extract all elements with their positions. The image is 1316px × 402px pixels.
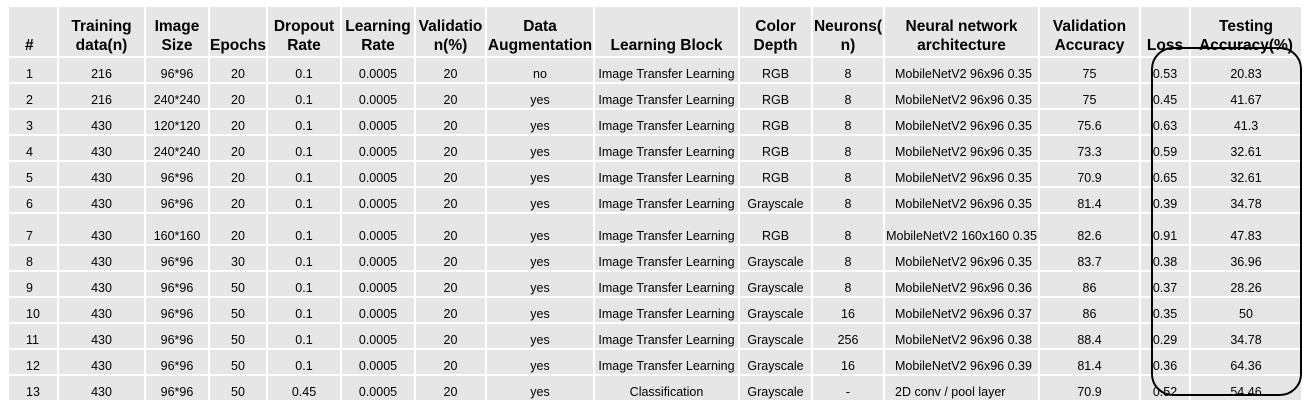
architecture-cell: MobileNetV2 96x96 0.35 <box>885 162 1040 188</box>
data-augmentation-cell: no <box>487 58 595 84</box>
header-training-data: Training data(n) <box>59 7 146 58</box>
dropout-rate-cell: 0.1 <box>268 58 342 84</box>
architecture-cell: MobileNetV2 96x96 0.35 <box>885 188 1040 214</box>
loss-cell: 0.91 <box>1141 214 1191 246</box>
learning-rate-cell: 0.0005 <box>342 214 416 246</box>
training-data-cell: 430 <box>59 272 146 298</box>
learning-block-cell: Image Transfer Learning <box>595 110 740 136</box>
validation-accuracy-cell: 75.6 <box>1040 110 1141 136</box>
architecture-cell: MobileNetV2 160x160 0.35 <box>885 214 1040 246</box>
data-augmentation-cell: yes <box>487 324 595 350</box>
color-depth-cell: Grayscale <box>740 188 813 214</box>
validation-accuracy-cell: 86 <box>1040 298 1141 324</box>
dropout-rate-cell: 0.1 <box>268 272 342 298</box>
learning-rate-cell: 0.0005 <box>342 136 416 162</box>
architecture-cell: MobileNetV2 96x96 0.37 <box>885 298 1040 324</box>
header-validation-accuracy: Validation Accuracy <box>1040 7 1141 58</box>
header-learning-block: Learning Block <box>595 7 740 58</box>
testing-accuracy-cell: 54.46 <box>1191 376 1303 402</box>
validation-cell: 20 <box>416 272 487 298</box>
data-augmentation-cell: yes <box>487 350 595 376</box>
learning-rate-cell: 0.0005 <box>342 324 416 350</box>
learning-rate-cell: 0.0005 <box>342 272 416 298</box>
header-color-depth: Color Depth <box>740 7 813 58</box>
image-size-cell: 120*120 <box>146 110 210 136</box>
validation-cell: 20 <box>416 84 487 110</box>
architecture-cell: 2D conv / pool layer <box>885 376 1040 402</box>
training-data-cell: 430 <box>59 350 146 376</box>
loss-cell: 0.45 <box>1141 84 1191 110</box>
validation-cell: 20 <box>416 188 487 214</box>
header-row <box>9 7 1303 58</box>
neurons-cell: 16 <box>813 298 885 324</box>
row-index: 12 <box>9 350 59 376</box>
loss-cell: 0.65 <box>1141 162 1191 188</box>
image-size-cell: 240*240 <box>146 84 210 110</box>
epochs-cell: 50 <box>210 272 268 298</box>
header-data-augmentation: Data Augmentation <box>487 7 595 58</box>
data-augmentation-cell: yes <box>487 110 595 136</box>
header-index: # <box>9 7 59 58</box>
loss-cell: 0.63 <box>1141 110 1191 136</box>
image-size-cell: 96*96 <box>146 350 210 376</box>
loss-cell: 0.37 <box>1141 272 1191 298</box>
training-data-cell: 430 <box>59 162 146 188</box>
dropout-rate-cell: 0.1 <box>268 188 342 214</box>
row-index: 8 <box>9 246 59 272</box>
epochs-cell: 20 <box>210 188 268 214</box>
epochs-cell: 20 <box>210 84 268 110</box>
validation-cell: 20 <box>416 376 487 402</box>
header-image-size: Image Size <box>146 7 210 58</box>
row-index: 9 <box>9 272 59 298</box>
learning-block-cell: Image Transfer Learning <box>595 324 740 350</box>
neurons-cell: 8 <box>813 84 885 110</box>
row-index: 11 <box>9 324 59 350</box>
image-size-cell: 96*96 <box>146 58 210 84</box>
architecture-cell: MobileNetV2 96x96 0.35 <box>885 246 1040 272</box>
dropout-rate-cell: 0.1 <box>268 162 342 188</box>
table-row <box>9 350 1303 376</box>
image-size-cell: 96*96 <box>146 376 210 402</box>
header-dropout-rate: Dropout Rate <box>268 7 342 58</box>
dropout-rate-cell: 0.1 <box>268 350 342 376</box>
neurons-cell: 8 <box>813 110 885 136</box>
table-row <box>9 188 1303 214</box>
table-row <box>9 110 1303 136</box>
training-data-cell: 430 <box>59 298 146 324</box>
training-data-cell: 430 <box>59 110 146 136</box>
data-augmentation-cell: yes <box>487 298 595 324</box>
image-size-cell: 96*96 <box>146 298 210 324</box>
dropout-rate-cell: 0.45 <box>268 376 342 402</box>
data-augmentation-cell: yes <box>487 188 595 214</box>
data-augmentation-cell: yes <box>487 376 595 402</box>
learning-block-cell: Image Transfer Learning <box>595 214 740 246</box>
loss-cell: 0.36 <box>1141 350 1191 376</box>
loss-cell: 0.38 <box>1141 246 1191 272</box>
epochs-cell: 50 <box>210 324 268 350</box>
color-depth-cell: RGB <box>740 162 813 188</box>
row-index: 3 <box>9 110 59 136</box>
learning-block-cell: Image Transfer Learning <box>595 84 740 110</box>
learning-block-cell: Image Transfer Learning <box>595 58 740 84</box>
validation-cell: 20 <box>416 246 487 272</box>
header-loss: Loss <box>1141 7 1191 58</box>
learning-block-cell: Classification <box>595 376 740 402</box>
image-size-cell: 96*96 <box>146 272 210 298</box>
header-learning-rate: Learning Rate <box>342 7 416 58</box>
table-row <box>9 162 1303 188</box>
validation-accuracy-cell: 88.4 <box>1040 324 1141 350</box>
header-epochs: Epochs <box>210 7 268 58</box>
neurons-cell: 8 <box>813 214 885 246</box>
data-augmentation-cell: yes <box>487 162 595 188</box>
validation-accuracy-cell: 81.4 <box>1040 350 1141 376</box>
color-depth-cell: RGB <box>740 58 813 84</box>
epochs-cell: 30 <box>210 246 268 272</box>
color-depth-cell: RGB <box>740 214 813 246</box>
learning-rate-cell: 0.0005 <box>342 376 416 402</box>
epochs-cell: 50 <box>210 376 268 402</box>
learning-block-cell: Image Transfer Learning <box>595 246 740 272</box>
validation-cell: 20 <box>416 136 487 162</box>
testing-accuracy-cell: 50 <box>1191 298 1303 324</box>
training-data-cell: 430 <box>59 136 146 162</box>
dropout-rate-cell: 0.1 <box>268 298 342 324</box>
training-data-cell: 216 <box>59 58 146 84</box>
neurons-cell: 8 <box>813 58 885 84</box>
testing-accuracy-cell: 36.96 <box>1191 246 1303 272</box>
header-validation: Validatio n(%) <box>416 7 487 58</box>
neurons-cell: 16 <box>813 350 885 376</box>
loss-cell: 0.39 <box>1141 188 1191 214</box>
training-data-cell: 430 <box>59 246 146 272</box>
learning-rate-cell: 0.0005 <box>342 246 416 272</box>
learning-rate-cell: 0.0005 <box>342 188 416 214</box>
dropout-rate-cell: 0.1 <box>268 214 342 246</box>
loss-cell: 0.35 <box>1141 298 1191 324</box>
color-depth-cell: Grayscale <box>740 298 813 324</box>
results-table <box>9 7 1303 402</box>
validation-cell: 20 <box>416 110 487 136</box>
table-row <box>9 298 1303 324</box>
color-depth-cell: Grayscale <box>740 246 813 272</box>
epochs-cell: 20 <box>210 110 268 136</box>
architecture-cell: MobileNetV2 96x96 0.39 <box>885 350 1040 376</box>
learning-rate-cell: 0.0005 <box>342 58 416 84</box>
validation-accuracy-cell: 70.9 <box>1040 162 1141 188</box>
neurons-cell: 8 <box>813 188 885 214</box>
testing-accuracy-cell: 34.78 <box>1191 324 1303 350</box>
table-row <box>9 58 1303 84</box>
neurons-cell: 8 <box>813 136 885 162</box>
testing-accuracy-cell: 20.83 <box>1191 58 1303 84</box>
image-size-cell: 240*240 <box>146 136 210 162</box>
data-augmentation-cell: yes <box>487 272 595 298</box>
dropout-rate-cell: 0.1 <box>268 84 342 110</box>
training-data-cell: 430 <box>59 324 146 350</box>
dropout-rate-cell: 0.1 <box>268 246 342 272</box>
testing-accuracy-cell: 28.26 <box>1191 272 1303 298</box>
testing-accuracy-cell: 32.61 <box>1191 136 1303 162</box>
loss-cell: 0.59 <box>1141 136 1191 162</box>
row-index: 1 <box>9 58 59 84</box>
data-augmentation-cell: yes <box>487 214 595 246</box>
loss-cell: 0.53 <box>1141 58 1191 84</box>
epochs-cell: 50 <box>210 350 268 376</box>
neurons-cell: - <box>813 376 885 402</box>
data-augmentation-cell: yes <box>487 84 595 110</box>
validation-cell: 20 <box>416 58 487 84</box>
color-depth-cell: RGB <box>740 136 813 162</box>
learning-rate-cell: 0.0005 <box>342 162 416 188</box>
table-row <box>9 272 1303 298</box>
row-index: 13 <box>9 376 59 402</box>
row-index: 2 <box>9 84 59 110</box>
architecture-cell: MobileNetV2 96x96 0.35 <box>885 110 1040 136</box>
epochs-cell: 20 <box>210 214 268 246</box>
testing-accuracy-cell: 32.61 <box>1191 162 1303 188</box>
dropout-rate-cell: 0.1 <box>268 136 342 162</box>
dropout-rate-cell: 0.1 <box>268 110 342 136</box>
validation-accuracy-cell: 86 <box>1040 272 1141 298</box>
header-architecture: Neural network architecture <box>885 7 1040 58</box>
epochs-cell: 20 <box>210 162 268 188</box>
testing-accuracy-cell: 34.78 <box>1191 188 1303 214</box>
testing-accuracy-cell: 41.67 <box>1191 84 1303 110</box>
table-row <box>9 324 1303 350</box>
validation-accuracy-cell: 82.6 <box>1040 214 1141 246</box>
image-size-cell: 96*96 <box>146 162 210 188</box>
epochs-cell: 20 <box>210 58 268 84</box>
learning-block-cell: Image Transfer Learning <box>595 188 740 214</box>
table-row <box>9 84 1303 110</box>
data-augmentation-cell: yes <box>487 246 595 272</box>
neurons-cell: 8 <box>813 246 885 272</box>
validation-accuracy-cell: 83.7 <box>1040 246 1141 272</box>
testing-accuracy-cell: 64.36 <box>1191 350 1303 376</box>
training-data-cell: 430 <box>59 376 146 402</box>
dropout-rate-cell: 0.1 <box>268 324 342 350</box>
validation-cell: 20 <box>416 350 487 376</box>
architecture-cell: MobileNetV2 96x96 0.35 <box>885 84 1040 110</box>
validation-accuracy-cell: 75 <box>1040 84 1141 110</box>
learning-block-cell: Image Transfer Learning <box>595 272 740 298</box>
architecture-cell: MobileNetV2 96x96 0.36 <box>885 272 1040 298</box>
color-depth-cell: Grayscale <box>740 376 813 402</box>
table-body <box>9 58 1303 402</box>
learning-rate-cell: 0.0005 <box>342 110 416 136</box>
learning-rate-cell: 0.0005 <box>342 84 416 110</box>
data-augmentation-cell: yes <box>487 136 595 162</box>
architecture-cell: MobileNetV2 96x96 0.38 <box>885 324 1040 350</box>
validation-cell: 20 <box>416 324 487 350</box>
learning-block-cell: Image Transfer Learning <box>595 162 740 188</box>
validation-accuracy-cell: 81.4 <box>1040 188 1141 214</box>
header-neurons: Neurons( n) <box>813 7 885 58</box>
testing-accuracy-cell: 41.3 <box>1191 110 1303 136</box>
color-depth-cell: Grayscale <box>740 272 813 298</box>
row-index: 4 <box>9 136 59 162</box>
training-data-cell: 430 <box>59 214 146 246</box>
row-index: 5 <box>9 162 59 188</box>
table-row <box>9 214 1303 246</box>
loss-cell: 0.29 <box>1141 324 1191 350</box>
validation-accuracy-cell: 70.9 <box>1040 376 1141 402</box>
color-depth-cell: RGB <box>740 84 813 110</box>
image-size-cell: 96*96 <box>146 324 210 350</box>
row-index: 7 <box>9 214 59 246</box>
testing-accuracy-cell: 47.83 <box>1191 214 1303 246</box>
architecture-cell: MobileNetV2 96x96 0.35 <box>885 58 1040 84</box>
learning-rate-cell: 0.0005 <box>342 350 416 376</box>
validation-cell: 20 <box>416 162 487 188</box>
header-testing-accuracy: Testing Accuracy(%) <box>1191 7 1303 58</box>
table-row <box>9 136 1303 162</box>
learning-block-cell: Image Transfer Learning <box>595 136 740 162</box>
epochs-cell: 50 <box>210 298 268 324</box>
table-row <box>9 376 1303 402</box>
color-depth-cell: RGB <box>740 110 813 136</box>
image-size-cell: 160*160 <box>146 214 210 246</box>
learning-rate-cell: 0.0005 <box>342 298 416 324</box>
neurons-cell: 8 <box>813 272 885 298</box>
color-depth-cell: Grayscale <box>740 324 813 350</box>
validation-cell: 20 <box>416 214 487 246</box>
validation-accuracy-cell: 75 <box>1040 58 1141 84</box>
epochs-cell: 20 <box>210 136 268 162</box>
learning-block-cell: Image Transfer Learning <box>595 298 740 324</box>
learning-block-cell: Image Transfer Learning <box>595 350 740 376</box>
image-size-cell: 96*96 <box>146 188 210 214</box>
validation-accuracy-cell: 73.3 <box>1040 136 1141 162</box>
loss-cell: 0.52 <box>1141 376 1191 402</box>
training-data-cell: 216 <box>59 84 146 110</box>
row-index: 10 <box>9 298 59 324</box>
table-row <box>9 246 1303 272</box>
row-index: 6 <box>9 188 59 214</box>
color-depth-cell: Grayscale <box>740 350 813 376</box>
neurons-cell: 256 <box>813 324 885 350</box>
validation-cell: 20 <box>416 298 487 324</box>
architecture-cell: MobileNetV2 96x96 0.35 <box>885 136 1040 162</box>
training-data-cell: 430 <box>59 188 146 214</box>
image-size-cell: 96*96 <box>146 246 210 272</box>
neurons-cell: 8 <box>813 162 885 188</box>
